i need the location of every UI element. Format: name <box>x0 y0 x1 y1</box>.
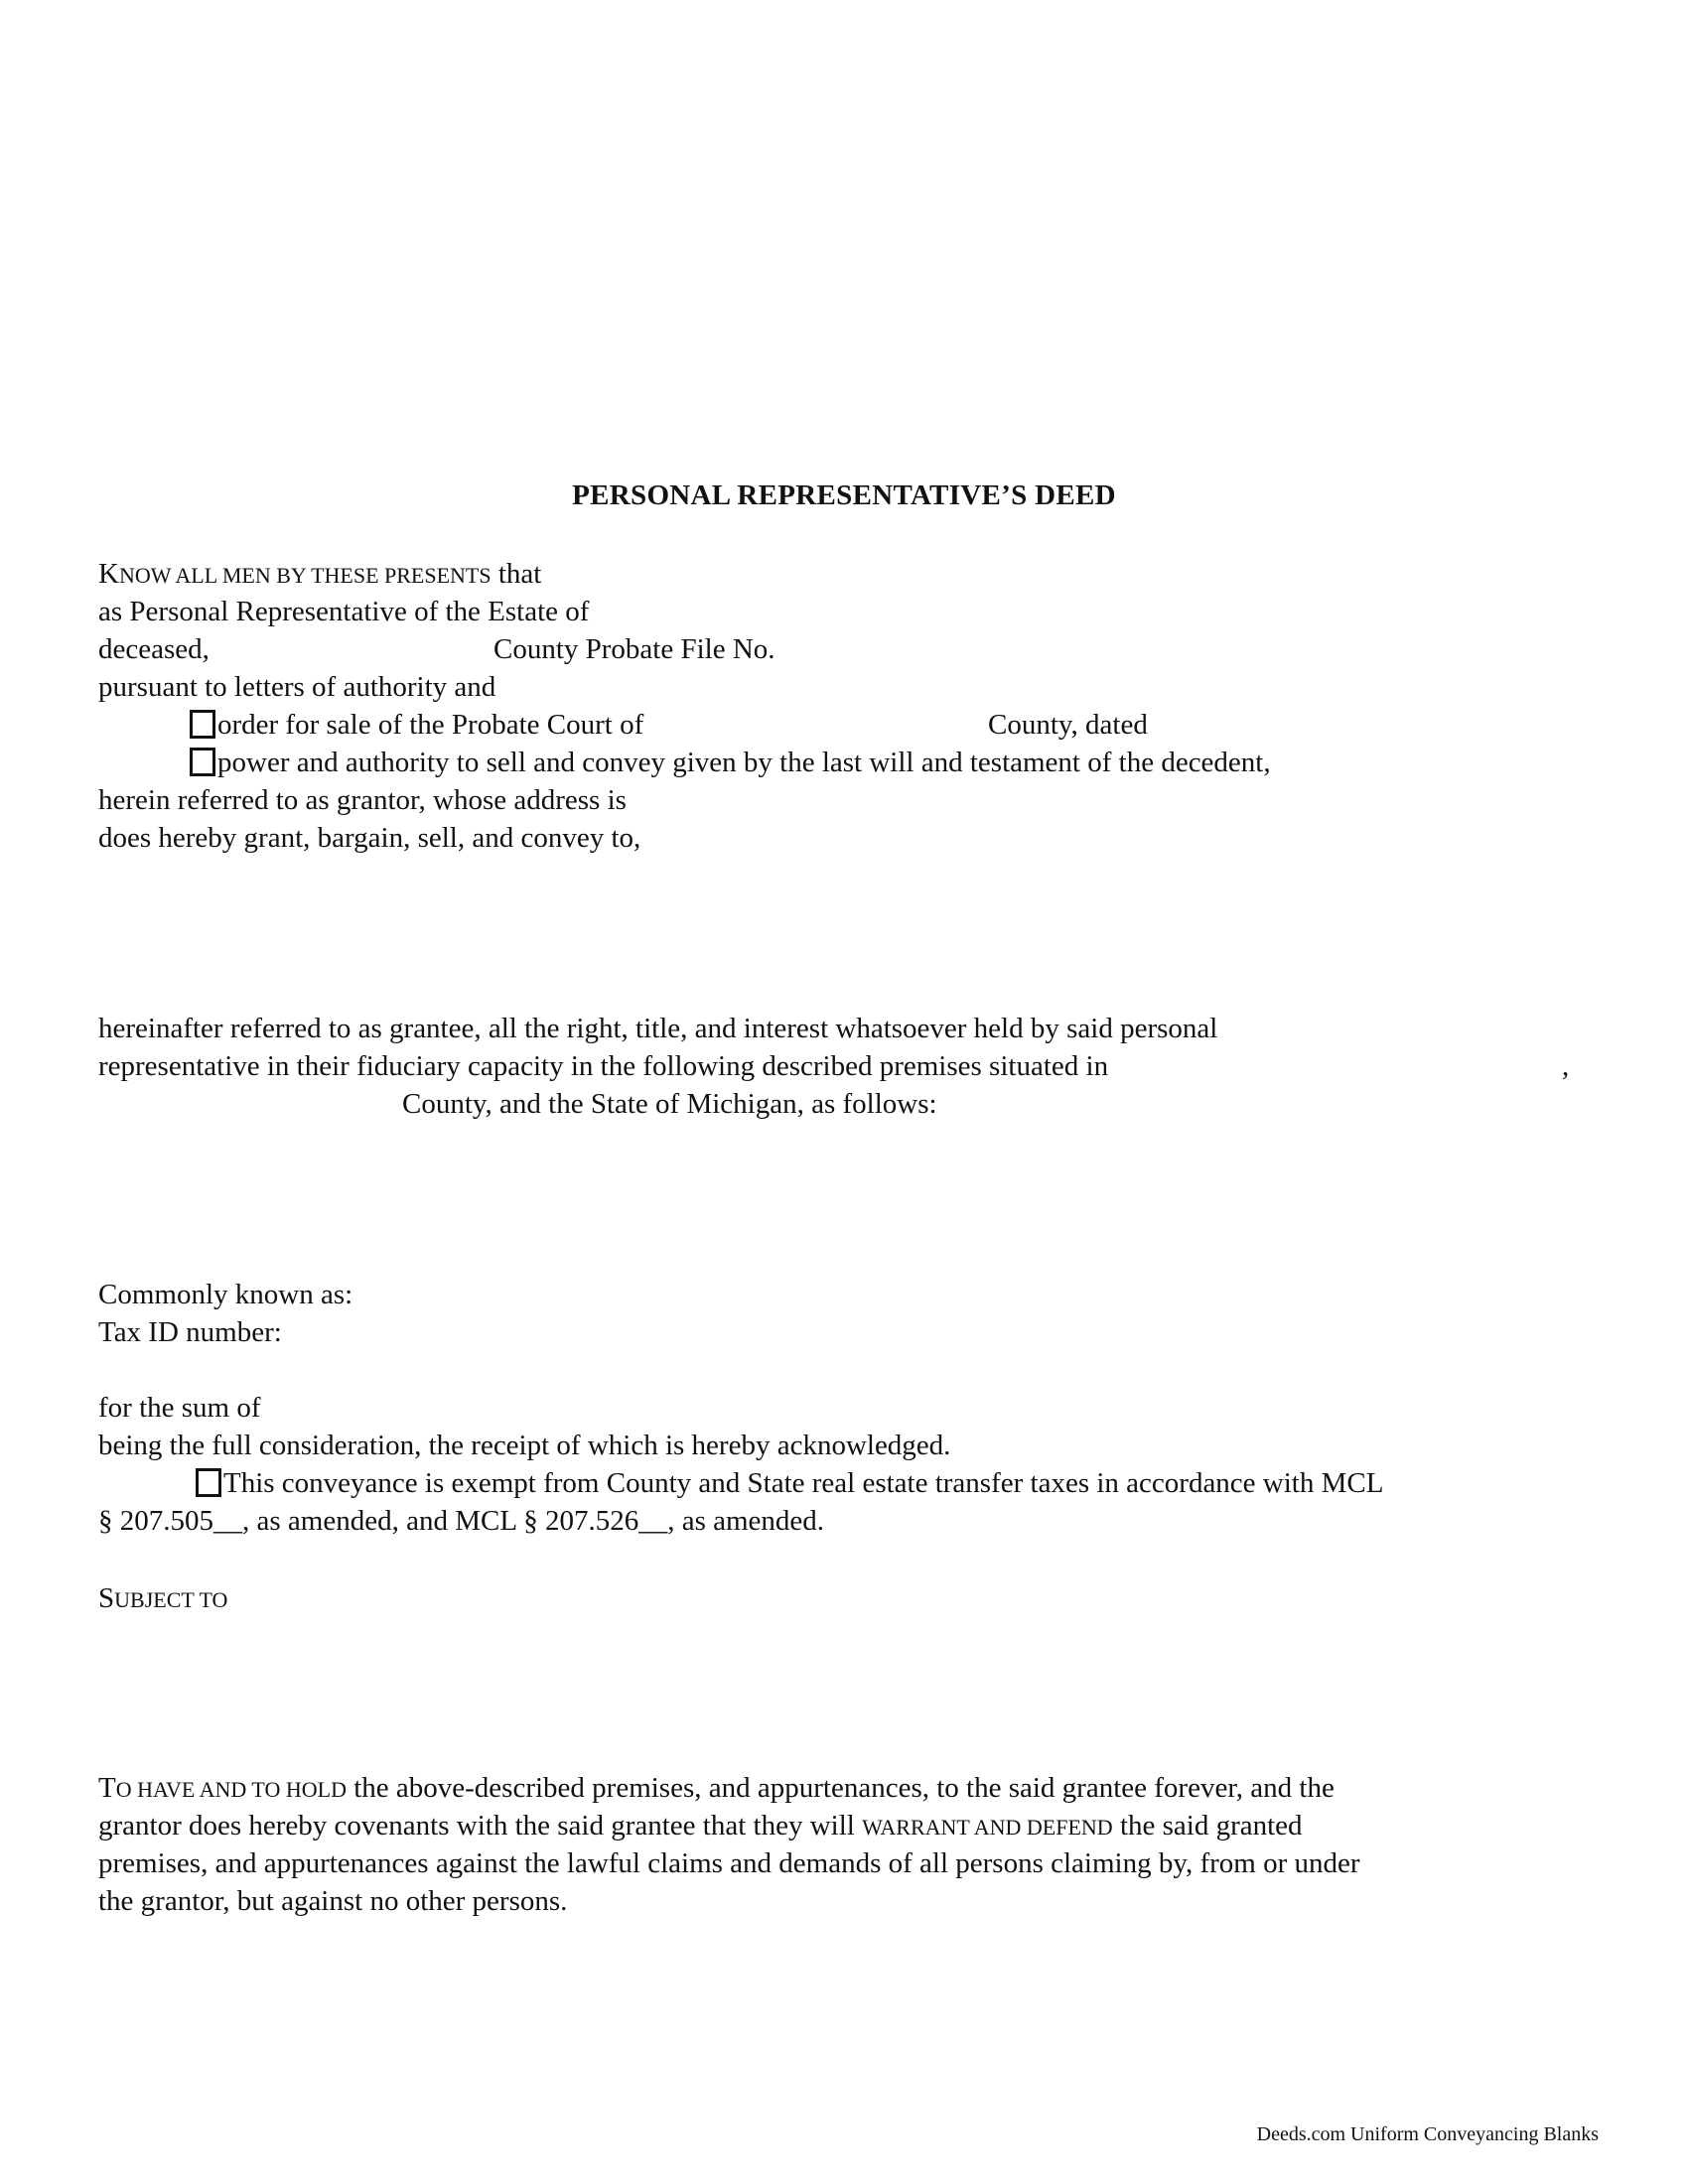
to-rest: O HAVE AND TO HOLD <box>115 1777 347 1802</box>
footer-source: Deeds.com Uniform Conveyancing Blanks <box>1256 2123 1599 2145</box>
tax-id-label: Tax ID number: <box>98 1316 282 1348</box>
herein-grantor-line: herein referred to as grantor, whose address is <box>98 784 627 816</box>
as-pr-line: as Personal Representative of the Estate of <box>98 596 590 627</box>
does-grant-line: does hereby grant, bargain, sell, and convey to, <box>98 822 641 854</box>
deceased-label: deceased, <box>98 633 210 665</box>
know-that: that <box>491 558 542 590</box>
option-power-label: power and authority to sell and convey given by the last will and testament of the decedent, <box>217 747 1271 778</box>
habendum-line-2 <box>98 1809 1303 1844</box>
order-for-sale-checkbox[interactable] <box>190 710 215 739</box>
habendum-line-2-start: grantor does hereby covenants with the said grantee that they will <box>98 1810 863 1842</box>
grantee-line-3: County, and the State of Michigan, as follows: <box>402 1088 937 1120</box>
exempt-label: This conveyance is exempt from County and State real estate transfer taxes in accordance with MCL <box>223 1467 1384 1499</box>
exempt-checkbox[interactable] <box>196 1468 221 1497</box>
exempt-line-1 <box>196 1466 1383 1500</box>
habendum-line-2-end: the said granted <box>1112 1810 1303 1842</box>
habendum-line-3: premises, and appurtenances against the lawful claims and demands of all persons claiming by, from or under <box>98 1847 1360 1879</box>
county-probate-label: County Probate File No. <box>493 633 775 665</box>
know-rest: NOW ALL MEN BY THESE PRESENTS <box>118 563 492 588</box>
warrant-defend: WARRANT AND DEFEND <box>862 1815 1113 1840</box>
sum-line: for the sum of <box>98 1392 261 1424</box>
power-authority-checkbox[interactable] <box>190 748 215 776</box>
intro-know-line <box>98 557 541 593</box>
option-order-label: order for sale of the Probate Court of <box>217 709 644 741</box>
to-cap: T <box>98 1772 116 1804</box>
subject-rest: UBJECT TO <box>114 1587 228 1612</box>
habendum-line-1-rest: the above-described premises, and appurtenances, to the said grantee forever, and the <box>346 1772 1335 1804</box>
habendum-line-1 <box>98 1771 1335 1807</box>
grantee-comma: , <box>1562 1050 1570 1082</box>
know-cap: K <box>98 558 119 590</box>
exempt-line-2: § 207.505__, as amended, and MCL § 207.526__, as amended. <box>98 1505 825 1537</box>
pursuant-line: pursuant to letters of authority and <box>98 671 496 703</box>
option-power-authority <box>190 746 1271 779</box>
commonly-known-label: Commonly known as: <box>98 1279 353 1310</box>
grantee-line-1: hereinafter referred to as grantee, all the right, title, and interest whatsoever held by said personal <box>98 1013 1218 1044</box>
subject-cap: S <box>98 1582 115 1614</box>
habendum-line-4: the grantor, but against no other persons. <box>98 1885 568 1917</box>
option-order-county: County, dated <box>988 709 1148 741</box>
grantee-line-2: representative in their fiduciary capacity in the following described premises situated in <box>98 1050 1109 1082</box>
full-consideration-line: being the full consideration, the receipt of which is hereby acknowledged. <box>98 1430 951 1461</box>
option-order-for-sale <box>190 708 643 742</box>
subject-to-heading <box>98 1581 227 1617</box>
page-title: PERSONAL REPRESENTATIVE’S DEED <box>572 479 1116 511</box>
